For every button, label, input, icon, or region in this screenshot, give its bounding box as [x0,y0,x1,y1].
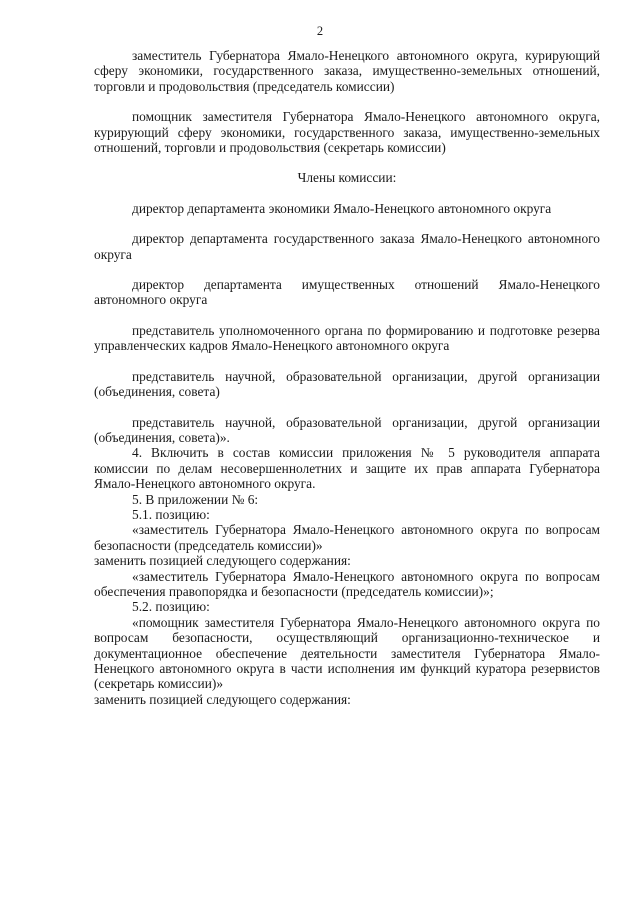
paragraph-quote-new-chair: «заместитель Губернатора Ямало-Ненецкого автономного округа по вопросам обеспечения правопорядка и безопасности (председатель комиссии)»; [94,568,600,599]
paragraph-item-4: 4. Включить в состав комиссии приложения № 5 руководителя аппарата комиссии по делам несовершеннолетних и защите их прав аппарата Губернатора Ямало-Ненецкого автономного округа. [94,445,600,492]
paragraph-item-5-1: 5.1. позицию: [132,506,210,522]
section-heading-members: Члены комиссии: [297,170,397,186]
paragraph-secretary: помощник заместителя Губернатора Ямало-Ненецкого автономного округа, курирующий сферу экономики, государственного заказа, имущественно-земельных отношений, торговли и продовольствия (секретарь комиссии) [94,109,600,156]
paragraph-member-science-2: представитель научной, образовательной организации, другой организации (объединения, совета)». [94,414,600,445]
page-number: 2 [316,24,324,38]
paragraph-member-procurement: директор департамента государственного заказа Ямало-Ненецкого автономного округа [94,231,600,262]
paragraph-member-economy: директор департамента экономики Ямало-Ненецкого автономного округа [132,200,552,216]
paragraph-member-personnel-reserve: представитель уполномоченного органа по формированию и подготовке резерва управленческих кадров Ямало-Ненецкого автономного округа [94,322,600,354]
paragraph-replace-1: заменить позицией следующего содержания: [94,553,351,569]
paragraph-item-5-2: 5.2. позицию: [132,599,210,615]
paragraph-replace-2: заменить позицией следующего содержания: [94,691,351,707]
paragraph-quote-old-chair: «заместитель Губернатора Ямало-Ненецкого автономного округа по вопросам безопасности (председатель комиссии)» [94,522,600,553]
paragraph-member-science-1: представитель научной, образовательной организации, другой организации (объединения, совета) [94,368,600,400]
paragraph-chair: заместитель Губернатора Ямало-Ненецкого автономного округа, курирующий сферу экономики, государственного заказа, имущественно-земельных отношений, торговли и продовольствия (председатель комиссии) [94,48,600,94]
paragraph-member-property: директор департамента имущественных отношений Ямало-Ненецкого автономного округа [94,277,600,308]
document-body [94,48,600,707]
paragraph-quote-old-secretary: «помощник заместителя Губернатора Ямало-Ненецкого автономного округа по вопросам безопасности, осуществляющий организационно-техническое и документационное обеспечение деятельности заместителя Губернатора Ямало-Ненецкого автономного округа в части исполнения им функций куратора резервистов (секретарь комиссии)» [94,614,600,692]
paragraph-item-5: 5. В приложении № 6: [132,491,259,507]
